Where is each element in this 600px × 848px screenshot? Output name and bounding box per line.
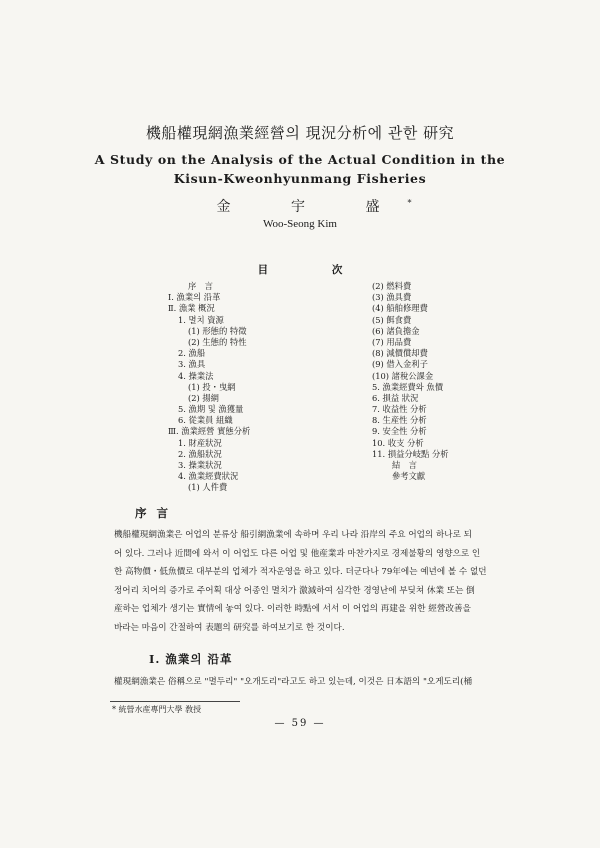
toc-entry: (2) 燃料費: [372, 281, 412, 291]
toc-entry: 4. 漁業經費狀況: [178, 471, 239, 482]
title-korean: 機船權現網漁業經營의 現況分析에 관한 研究: [145, 124, 455, 142]
toc-entry: (7) 用品費: [372, 336, 412, 347]
toc-entry: (1) 形態的 特徵: [188, 325, 247, 336]
author-english: Woo-Seong Kim: [263, 218, 337, 230]
footnote-divider: [110, 701, 240, 702]
toc-entry: 3. 漁具: [178, 359, 206, 370]
toc-entry: 11. 損益分岐點 分析: [372, 448, 449, 459]
toc-entry: 參考文獻: [392, 471, 426, 482]
toc-heading: 目 次: [257, 264, 373, 276]
toc-entry: (8) 減價償却費: [372, 348, 428, 359]
section1-heading: Ⅰ. 漁業의 沿革: [149, 652, 233, 666]
toc-entry: 3. 操業狀況: [178, 460, 222, 470]
toc-entry: 9. 安全性 分析: [372, 426, 427, 437]
toc-entry: 2. 漁船: [178, 348, 206, 359]
intro-line: 어 있다. 그러나 近間에 와서 이 어업도 다른 어업 및 他産業과 마찬가지로 경제불황의 영향으로 인: [114, 548, 481, 559]
intro-line: 정어리 치어의 증가로 주어획 대상 어종인 멸치가 激減하여 심각한 경영난에 부딪쳐 休業 또는 倒: [114, 585, 475, 596]
author-korean: [0, 196, 600, 216]
intro-line: 바라는 마음이 간절하여 表題의 研究를 하여보기로 한 것이다.: [114, 622, 345, 633]
footnote: * 統營水産專門大學 敎授: [112, 705, 202, 714]
toc-entry: (9) 借入金利子: [372, 359, 428, 370]
toc-entry: 結 言: [392, 460, 417, 470]
author-footnote-mark: *: [407, 198, 412, 208]
toc-entry: (6) 諸負擔金: [372, 325, 420, 336]
toc-entry: 序 言: [188, 281, 213, 291]
section1-line: 權現網漁業은 俗稱으로 "멸두리" "오개도리"라고도 하고 있는데, 이것은 日本語의 "오게도리(桶: [114, 677, 473, 687]
toc-entry: (3) 漁具費: [372, 292, 412, 303]
toc-entry: 10. 收支 分析: [372, 437, 424, 448]
toc-entry: 1. 멸치 資源: [178, 314, 224, 325]
toc-entry: (1) 人件費: [188, 482, 228, 493]
toc-right-column: [372, 281, 449, 482]
section1-paragraph: [114, 673, 494, 692]
author-name: 金 宇 盛: [216, 199, 408, 215]
page-number: — 59 —: [274, 718, 326, 729]
toc-entry: Ⅰ. 漁業의 沿革: [168, 292, 221, 303]
intro-paragraph: [114, 526, 494, 637]
toc-entry: Ⅲ. 漁業經營 實態分析: [168, 426, 251, 437]
toc-entry: 4. 操業法: [178, 370, 214, 381]
toc-entry: (2) 生態的 特性: [188, 336, 247, 347]
toc-entry: (5) 餌食費: [372, 314, 412, 325]
toc-entry: 5. 漁期 및 漁獲量: [178, 404, 244, 415]
toc-left-column: [168, 281, 250, 494]
toc-entry: 6. 損益 狀況: [372, 392, 419, 403]
title-english: [0, 150, 600, 188]
toc-entry: 5. 漁業經費와 魚價: [372, 381, 443, 392]
toc-entry: 2. 漁船狀況: [178, 448, 222, 459]
toc-entry: (4) 船舶修理費: [372, 303, 428, 314]
toc-entry: (10) 諸稅公課金: [372, 370, 434, 381]
intro-heading: 序 言: [135, 506, 172, 520]
toc-entry: (1) 投・曳網: [188, 381, 236, 392]
title-english-line2: Kisun-Kweonhyunmang Fisheries: [173, 171, 427, 186]
toc-entry: Ⅱ. 漁業 概況: [168, 303, 215, 314]
toc-entry: 7. 收益性 分析: [372, 404, 427, 415]
toc-entry: 8. 生産性 分析: [372, 415, 427, 426]
intro-line: 産하는 업체가 생기는 實情에 놓여 있다. 이러한 時點에 서서 이 어업의 再建을 위한 經營改善을: [114, 604, 471, 614]
toc-entry: (2) 揚網: [188, 392, 219, 403]
toc-entry: 6. 從業員 組織: [178, 415, 233, 426]
intro-line: 機船權現網漁業은 어업의 분류상 船引網漁業에 속하며 우리 나라 沿岸의 주요 어업의 하나로 되: [114, 530, 472, 540]
intro-line: 한 高物價・低魚價로 대부분의 업체가 적자운영을 하고 있다. 더군다나 79年에는 예년에 볼 수 없던: [114, 567, 487, 577]
toc-entry: 1. 財産狀況: [178, 437, 222, 448]
title-english-line1: A Study on the Analysis of the Actual Condition in the: [94, 152, 506, 167]
